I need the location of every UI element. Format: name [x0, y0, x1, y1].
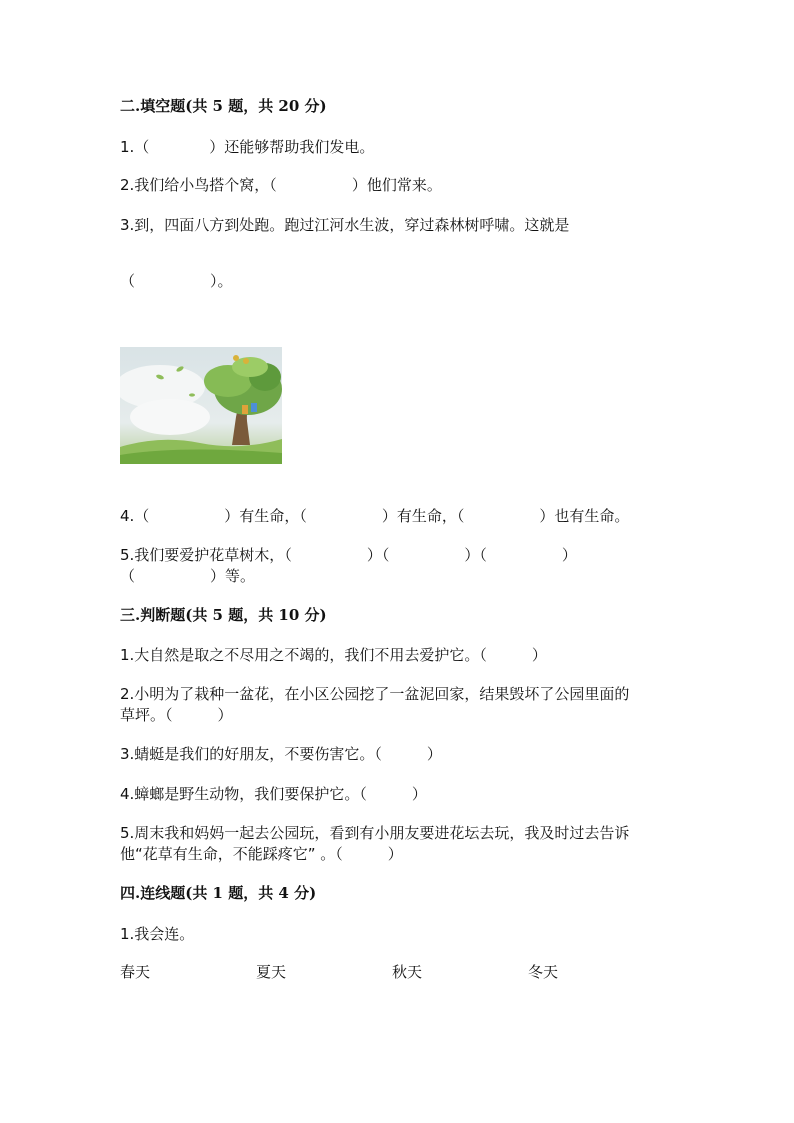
season-autumn: 秋天	[392, 963, 423, 981]
section4-heading: 四.连线题(共 1 题，共 4 分)	[120, 884, 317, 902]
fill-blank-question-3-line2: （ ）。	[120, 272, 233, 290]
season-summer: 夏天	[256, 963, 287, 981]
section2-heading: 二.填空题(共 5 题，共 20 分)	[120, 97, 327, 115]
fill-blank-question-3-line1: 3.到，四面八方到处跑。跑过江河水生波，穿过森林树呼啸。这就是	[120, 216, 570, 234]
judge-question-5-line1: 5.周末我和妈妈一起去公园玩，看到有小朋友要进花坛去玩，我及时过去告诉	[120, 824, 630, 842]
judge-question-3: 3.蜻蜓是我们的好朋友，不要伤害它。（ ）	[120, 745, 442, 763]
tree-illustration	[120, 347, 282, 464]
fill-blank-question-5-line1: 5.我们要爱护花草树木，（ ）（ ）（ ）	[120, 546, 577, 564]
fill-blank-question-4: 4.（ ）有生命，（ ）有生命，（ ）也有生命。	[120, 507, 630, 525]
matching-question-1: 1.我会连。	[120, 925, 195, 943]
fill-blank-question-5-line2: （ ）等。	[120, 567, 256, 585]
judge-question-2-line1: 2.小明为了栽种一盆花，在小区公园挖了一盆泥回家，结果毁坏了公园里面的	[120, 685, 630, 703]
section3-heading: 三.判断题(共 5 题，共 10 分)	[120, 606, 327, 624]
season-winter: 冬天	[528, 963, 559, 981]
season-spring: 春天	[120, 963, 151, 981]
judge-question-1: 1.大自然是取之不尽用之不竭的，我们不用去爱护它。（ ）	[120, 646, 547, 664]
judge-question-2-line2: 草坪。（ ）	[120, 706, 233, 724]
judge-question-4: 4.蟑螂是野生动物，我们要保护它。（ ）	[120, 785, 427, 803]
fill-blank-question-2: 2.我们给小鸟搭个窝，（ ）他们常来。	[120, 176, 442, 194]
fill-blank-question-1: 1.（ ）还能够帮助我们发电。	[120, 138, 375, 156]
judge-question-5-line2: 他“花草有生命，不能踩疼它” 。（ ）	[120, 845, 403, 863]
